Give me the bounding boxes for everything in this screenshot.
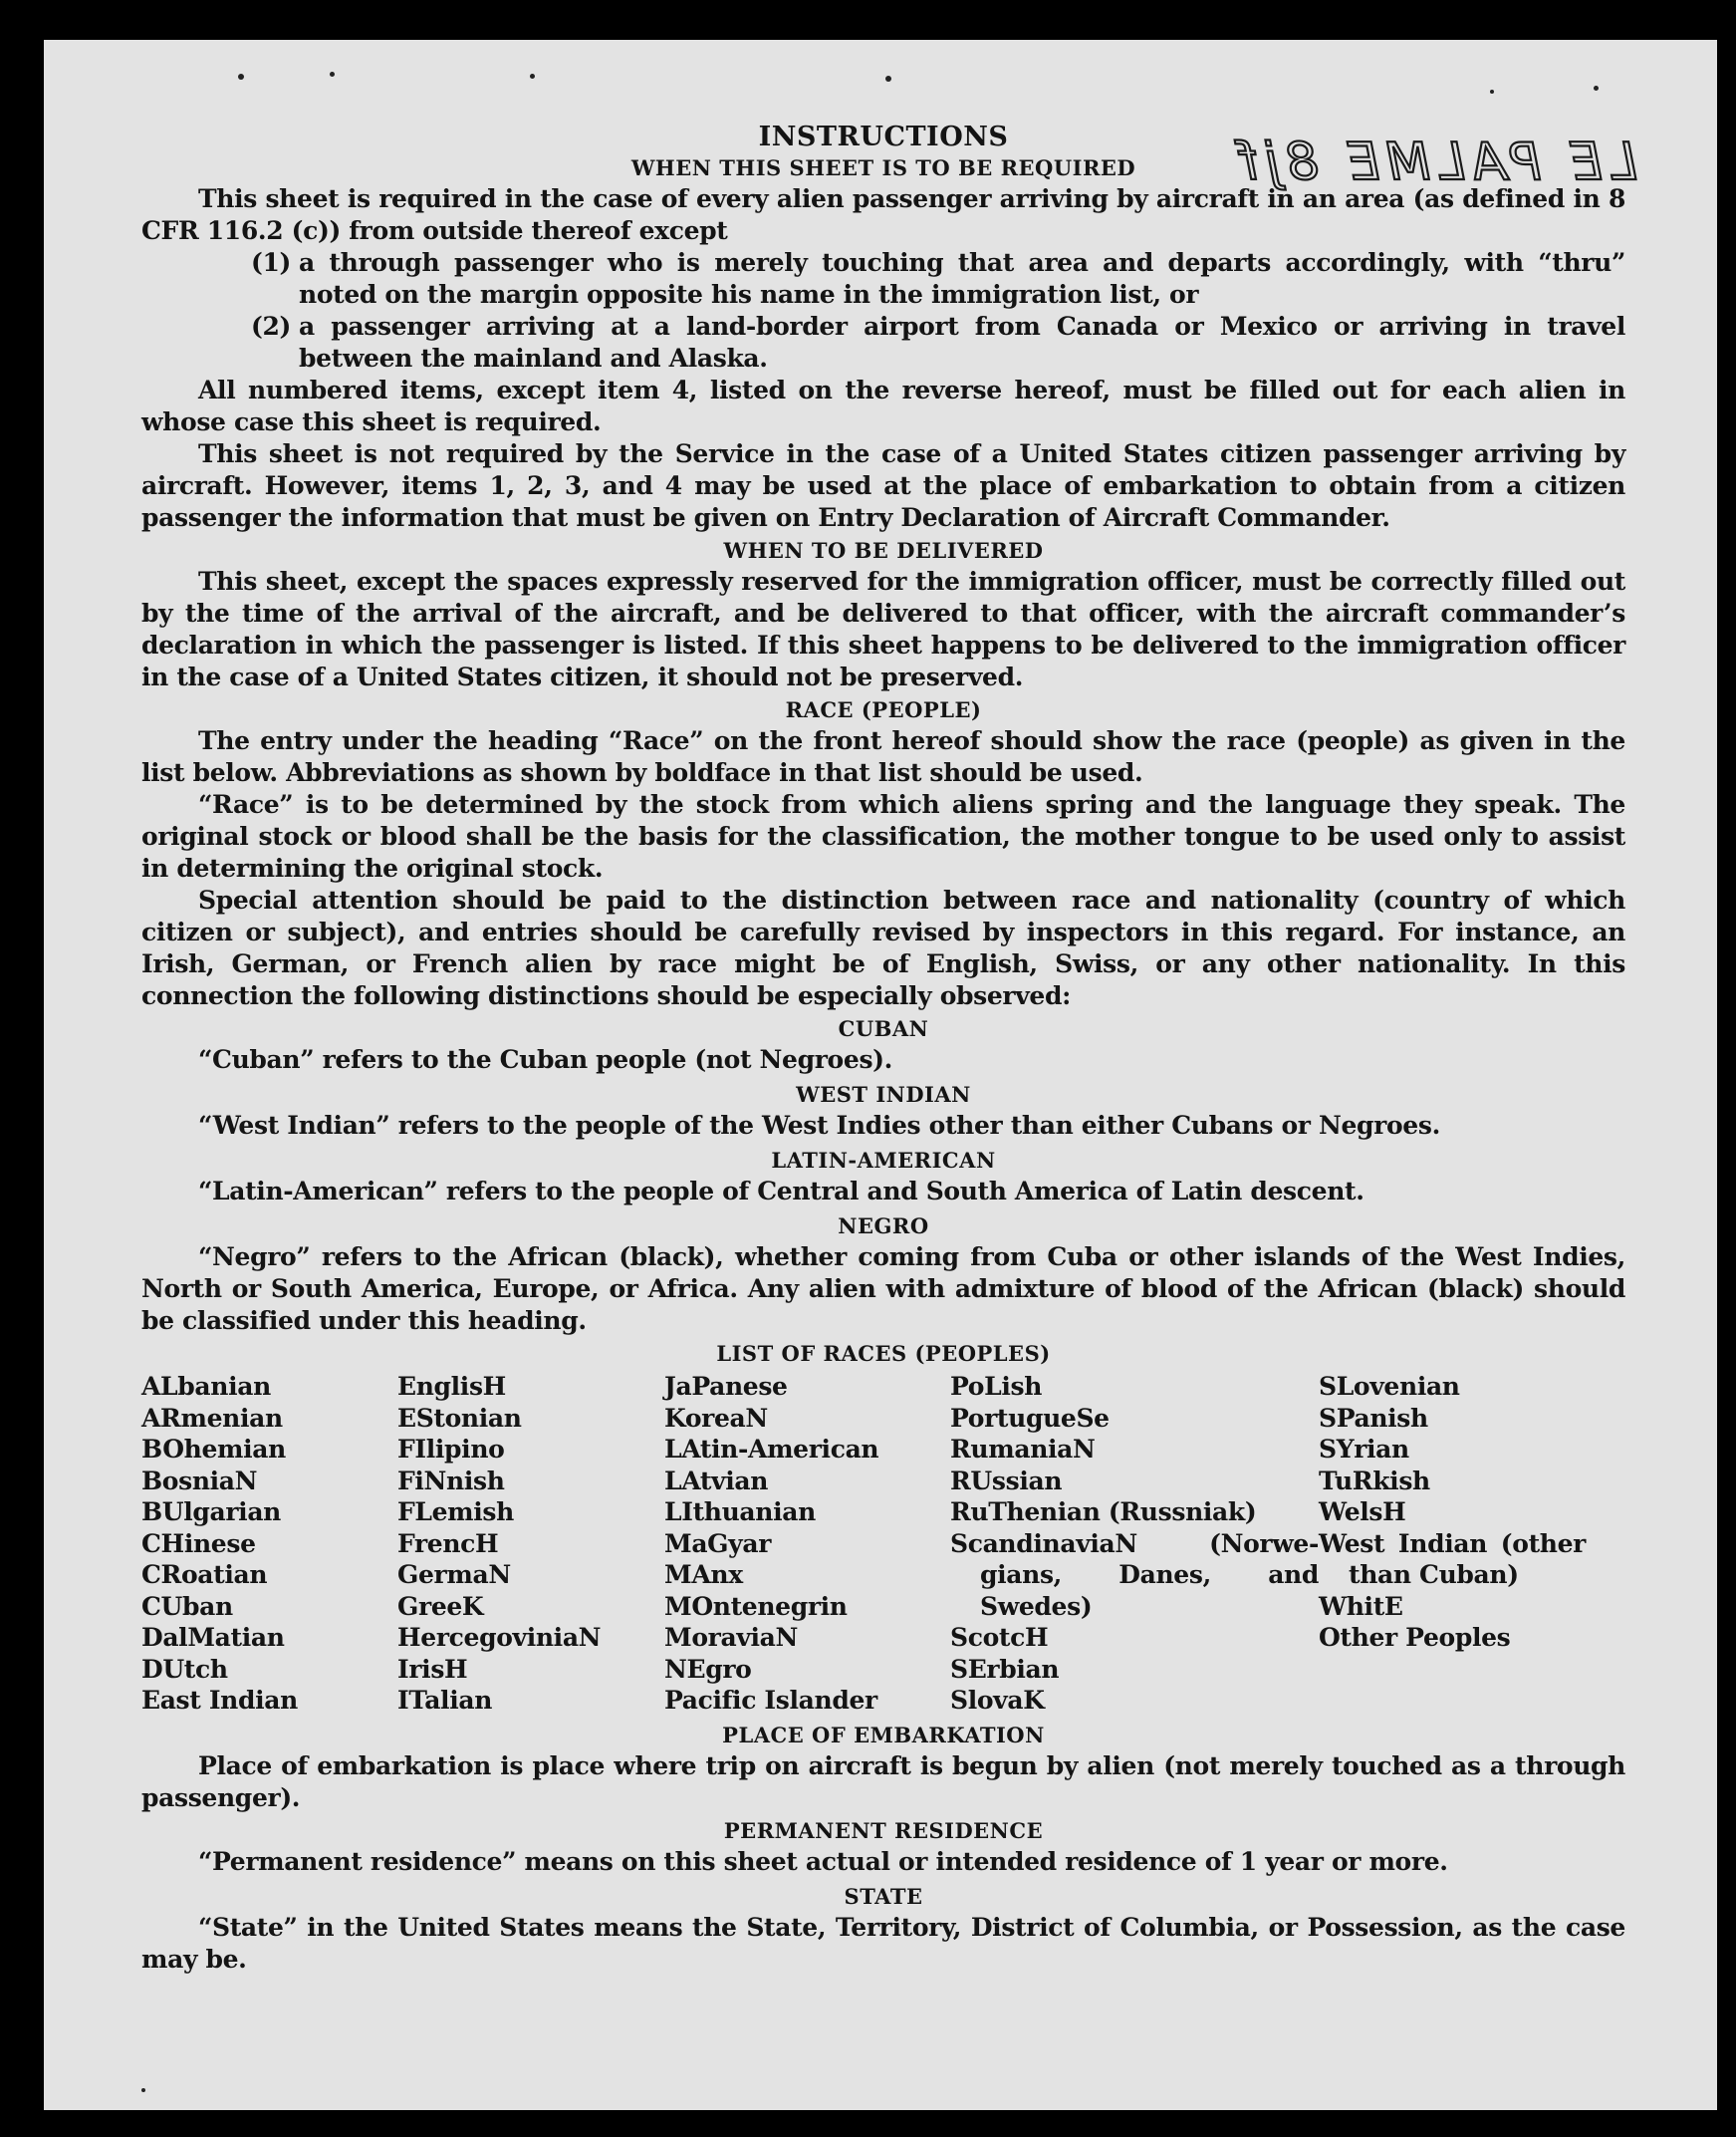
race-entry: WelsH xyxy=(1319,1497,1406,1526)
races-column-2 xyxy=(397,1371,664,1717)
race-entry: SPanish xyxy=(1319,1403,1428,1433)
race-entry: East Indian xyxy=(141,1686,298,1715)
instructions-content xyxy=(141,122,1625,1976)
when-delivered-text: This sheet, except the spaces expressly reserved for the immigration officer, must be correctly filled out by the time of the arrival of the aircraft, and be delivered to that officer, with the aircraft commander’s declaration in which the passenger is listed. If this sheet happens to be delivered to the immigration officer in the case of a United States citizen, it should not be preserved. xyxy=(141,567,1625,691)
scan-speck xyxy=(1490,90,1494,94)
race-entry: PortugueSe xyxy=(950,1403,1110,1433)
race-entry: RUssian xyxy=(950,1466,1063,1495)
race-entry: West Indian (other xyxy=(1319,1528,1586,1558)
race-entry: FiNnish xyxy=(397,1466,505,1495)
scan-speck xyxy=(141,2088,145,2092)
race-entry: Swedes) xyxy=(980,1591,1093,1621)
scan-speck xyxy=(238,74,244,80)
race-entry: gians, Danes, and xyxy=(980,1560,1319,1589)
race-entry: RuThenian (Russniak) xyxy=(950,1497,1257,1526)
race-entry: BosniaN xyxy=(141,1466,258,1495)
race-entry: DalMatian xyxy=(141,1623,285,1652)
when-required-heading: WHEN THIS SHEET IS TO BE REQUIRED xyxy=(630,155,1136,180)
races-list xyxy=(141,1371,1625,1717)
exception-text: a passenger arriving at a land-border airport from Canada or Mexico or arriving in travel between the mainland and Alaska. xyxy=(299,312,1625,373)
when-required-para-2: All numbered items, except item 4, listed on the reverse hereof, must be filled out for each alien in whose case this sheet is required. xyxy=(141,376,1625,436)
exception-number: (2) xyxy=(251,312,292,341)
race-entry: ScandinaviaN (Norwe- xyxy=(950,1528,1319,1558)
document-sheet xyxy=(44,40,1717,2110)
exception-text: a through passenger who is merely touching that area and departs accordingly, with “thru” noted on the margin opposite his name in the immigration list, or xyxy=(299,248,1625,309)
race-entry: SErbian xyxy=(950,1654,1060,1684)
scan-speck xyxy=(885,76,891,82)
race-entry: CHinese xyxy=(141,1528,256,1558)
latin-american-heading: LATIN-AMERICAN xyxy=(771,1148,996,1173)
race-entry: GreeK xyxy=(397,1591,484,1621)
latin-american-text: “Latin-American” refers to the people of Central and South America of Latin descent. xyxy=(198,1177,1364,1205)
negro-text: “Negro” refers to the African (black), whether coming from Cuba or other islands of the West Indies, North or South America, Europe, or Africa. Any alien with admixture of blood of the African (black) should be classified under this heading. xyxy=(141,1242,1625,1335)
state-heading: STATE xyxy=(844,1883,923,1909)
when-required-para-3: This sheet is not required by the Service in the case of a United States citizen passenger arriving by aircraft. However, items 1, 2, 3, and 4 may be used at the place of embarkation to obtain from a citizen passenger the information that must be given on Entry Declaration of Aircraft Commander. xyxy=(141,439,1625,532)
race-entry: MaGyar xyxy=(664,1528,772,1558)
race-entry: WhitE xyxy=(1319,1591,1403,1621)
races-column-1 xyxy=(141,1371,397,1717)
race-entry: GermaN xyxy=(397,1560,511,1589)
west-indian-text: “West Indian” refers to the people of the West Indies other than either Cubans or Negroes. xyxy=(198,1111,1440,1140)
race-para-1: The entry under the heading “Race” on the front hereof should show the race (people) as given in the list below. Abbreviations as shown by boldface in that list should be used. xyxy=(141,726,1625,787)
handwritten-annotation-text: LE PALME 8jf xyxy=(1235,133,1637,192)
race-entry: SlovaK xyxy=(950,1686,1045,1715)
when-required-intro: This sheet is required in the case of every alien passenger arriving by aircraft in an area (as defined in 8 CFR 116.2 (c)) from outside thereof except xyxy=(141,184,1625,245)
race-entry: FrencH xyxy=(397,1528,499,1558)
race-entry: HercegoviniaN xyxy=(397,1623,602,1652)
scan-speck xyxy=(530,74,535,79)
west-indian-heading: WEST INDIAN xyxy=(796,1082,971,1107)
race-entry: DUtch xyxy=(141,1654,228,1684)
race-entry: SYrian xyxy=(1319,1435,1409,1464)
race-entry: JaPanese xyxy=(664,1372,788,1401)
race-entry: BUlgarian xyxy=(141,1497,282,1526)
race-entry: TuRkish xyxy=(1319,1466,1430,1495)
races-column-4 xyxy=(950,1371,1319,1717)
permanent-residence-heading: PERMANENT RESIDENCE xyxy=(723,1817,1044,1843)
race-entry: ALbanian xyxy=(141,1372,271,1401)
race-para-3: Special attention should be paid to the distinction between race and nationality (country of which citizen or subject), and entries should be carefully revised by inspectors in this regard. For instance, an Irish, German, or French alien by race might be of English, Swiss, or any other nationality. In this connection the following distinctions should be especially observed: xyxy=(141,886,1625,1010)
race-entry: LIthuanian xyxy=(664,1497,816,1526)
place-of-embarkation-text: Place of embarkation is place where trip on aircraft is begun by alien (not merely touched as a through passenger). xyxy=(141,1750,1625,1812)
race-entry: IrisH xyxy=(397,1654,468,1684)
cuban-text: “Cuban” refers to the Cuban people (not Negroes). xyxy=(198,1045,892,1074)
race-entry: LAtvian xyxy=(664,1466,769,1495)
permanent-residence-text: “Permanent residence” means on this sheet actual or intended residence of 1 year or more. xyxy=(198,1846,1448,1876)
race-entry: PoLish xyxy=(950,1372,1043,1401)
race-entry: ITalian xyxy=(397,1686,493,1715)
list-of-races-heading: LIST OF RACES (PEOPLES) xyxy=(716,1341,1051,1366)
race-entry: FIlipino xyxy=(397,1435,505,1464)
race-entry: than Cuban) xyxy=(1349,1560,1519,1589)
race-entry: Other Peoples xyxy=(1319,1623,1511,1652)
exception-item-1 xyxy=(251,247,1625,311)
race-entry: ScotcH xyxy=(950,1623,1049,1652)
race-entry: ARmenian xyxy=(141,1403,283,1433)
race-entry: MoraviaN xyxy=(664,1623,798,1652)
when-delivered-heading: WHEN TO BE DELIVERED xyxy=(723,538,1044,563)
race-entry: MAnx xyxy=(664,1560,743,1589)
races-column-3 xyxy=(664,1371,950,1717)
exception-number: (1) xyxy=(251,248,292,277)
race-entry: EnglisH xyxy=(397,1372,506,1401)
race-entry: SLovenian xyxy=(1319,1372,1460,1401)
instructions-title: INSTRUCTIONS xyxy=(758,122,1009,152)
race-entry: NEgro xyxy=(664,1654,752,1684)
race-entry: KoreaN xyxy=(664,1403,768,1433)
race-entry: FLemish xyxy=(397,1497,514,1526)
race-entry: LAtin-American xyxy=(664,1435,879,1464)
race-entry: Pacific Islander xyxy=(664,1686,877,1715)
race-heading: RACE (PEOPLE) xyxy=(785,697,982,722)
state-text: “State” in the United States means the State, Territory, District of Columbia, or Possession, as the case may be. xyxy=(141,1912,1625,1974)
race-para-2: “Race” is to be determined by the stock from which aliens spring and the language they speak. The original stock or blood shall be the basis for the classification, the mother tongue to be used only to assist in determining the original stock. xyxy=(141,790,1625,883)
races-column-5 xyxy=(1319,1371,1586,1717)
race-entry: CRoatian xyxy=(141,1560,268,1589)
scan-speck xyxy=(330,72,335,77)
place-of-embarkation-heading: PLACE OF EMBARKATION xyxy=(722,1722,1045,1747)
cuban-heading: CUBAN xyxy=(838,1016,929,1041)
race-entry: MOntenegrin xyxy=(664,1591,848,1621)
race-entry: EStonian xyxy=(397,1403,522,1433)
race-entry: BOhemian xyxy=(141,1435,286,1464)
negro-heading: NEGRO xyxy=(838,1213,929,1238)
race-entry: CUban xyxy=(141,1591,233,1621)
exception-item-2 xyxy=(251,311,1625,375)
race-entry: RumaniaN xyxy=(950,1435,1096,1464)
scan-speck xyxy=(1594,86,1599,91)
